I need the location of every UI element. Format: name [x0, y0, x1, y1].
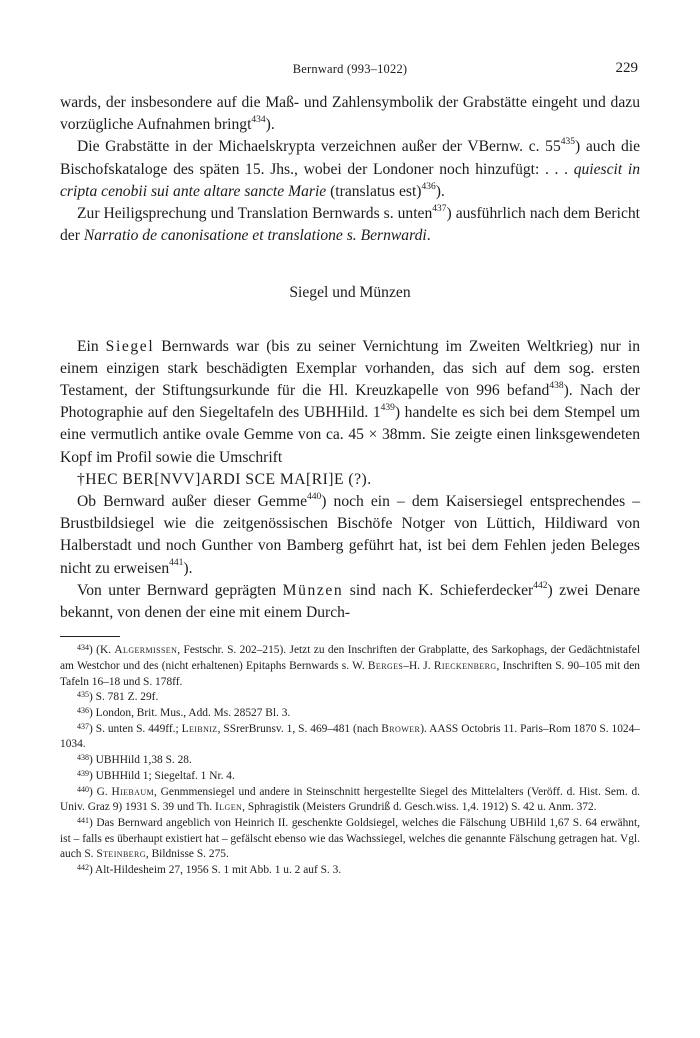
footnote-ref[interactable]: 434: [251, 115, 266, 126]
paragraph: wards, der insbesondere auf die Maß- und Zahlensymbolik der Grabstätte eingeht und dazu vorzügliche Aufnahmen bringt$^{434}$).: [60, 94, 640, 134]
footnote-ref[interactable]: 438: [549, 380, 564, 391]
footnote-439: $^{439}$) UBHHild 1; Siegeltaf. 1 Nr. 4.: [77, 768, 235, 782]
footnote-ref[interactable]: 441: [169, 558, 184, 569]
footnote-divider: [60, 636, 120, 637]
footnote-ref[interactable]: 435: [560, 137, 576, 148]
footnote-ref[interactable]: 440: [307, 491, 322, 502]
paragraph: Zur Heiligsprechung und Translation Bernwards s. unten$^{437}$) ausführlich nach dem Bericht der Narratio de canonisatione et translatione s. Bernwardi.: [60, 203, 640, 245]
footnote-437: $^{437}$) S. unten S. 449ff.; Leibniz, SSrerBrunsv. 1, S. 469–481 (nach Brower). AASS Octobris 11. Paris–Rom 1870 S. 1024–1034.: [60, 721, 640, 751]
footnote-434: $^{434}$) (K. Algermissen, Festschr. S. 202–215). Jetzt zu den Inschriften der Grabplatte, des Sarkophags, der Gedächtnistafel am Westchor und des (nicht erhaltenen) Epitaphs Bernwards s. W. Berges–H. J. Rieckenberg, Inschriften S. 90–105 mit den Tafeln 16–18 und S. 178ff.: [60, 643, 640, 688]
page-header: [60, 60, 640, 80]
footnote-ref[interactable]: 442: [533, 580, 548, 591]
footnote-ref[interactable]: 437: [432, 203, 447, 214]
paragraph: Ob Bernward außer dieser Gemme$^{440}$) noch ein – dem Kaisersiegel entsprechendes – Brustbildsiegel wie die zeitgenössischen Bischöfe Notger von Lüttich, Hildiward von Halberstadt und noch Gunther von Bamberg geführt hat, ist bei dem Fehlen jeden Beleges nicht zu erweisen$^{441}$).: [60, 491, 640, 577]
paragraph: Die Grabstätte in der Michaelskrypta verzeichnen außer der VBernw. c. $55^{435}$) auch die Bischofskataloge des späten 15. Jhs., wobei der Londoner noch hinzufügt: . . . quiescit in cripta cenobii sui ante altare sancte Marie (translatus est)$^{436}$).: [60, 137, 641, 200]
footnote-436: $^{436}$) London, Brit. Mus., Add. Ms. 28527 Bl. 3.: [77, 706, 291, 720]
running-title: Bernward (993–1022): [292, 62, 408, 76]
footnote-ref[interactable]: 439: [380, 403, 395, 414]
paragraph: Von unter Bernward geprägten Münzen sind nach K. Schieferdecker$^{442}$) zwei Denare bekannt, von denen der eine mit einem Durch-: [60, 580, 640, 622]
footnotes: [60, 643, 640, 879]
footnote-438: $^{438}$) UBHHild 1,38 S. 28.: [77, 753, 192, 767]
section-heading: Siegel und Münzen: [289, 284, 411, 302]
main-text: [60, 92, 640, 879]
paragraph: Ein Siegel Bernwards war (bis zu seiner Vernichtung im Zweiten Weltkrieg) nur in einem einzigen stark beschädigten Exemplar vorhanden, das sich auf dem sog. ersten Testament, der Stiftungsurkunde für die Hl. Kreuzkapelle von 996 befand$^{438}$). Nach der Photographie auf den Siegeltafeln des UBHHild. $1^{439}$) handelte es sich bei dem Stempel um eine vermutlich antike ovale Gemme von ca. 45 × 38mm. Sie zeigte einen linksgewendeten Kopf im Profil sowie die Umschrift: [60, 337, 641, 466]
page-number: 229: [615, 60, 638, 76]
footnote-435: $^{435}$) S. 781 Z. 29f.: [77, 690, 159, 704]
footnote-440: $^{440}$) G. Hiebaum, Genmmensiegel und andere in Steinschnitt hergestellte Siegel des Mittelalters (Veröff. d. Hist. Sem. d. Univ. Graz 9) 1931 S. 39 und Th. Ilgen, Sphragistik (Meisters Grundriß d. Gesch.wiss. 1,4. 1912) S. 42 u. Anm. 372.: [60, 784, 641, 814]
footnote-441: $^{441}$) Das Bernward angeblich von Heinrich II. geschenkte Goldsiegel, welches die Fälschung UBHild 1,67 S. 64 erwähnt, ist – falls es überhaupt existiert hat – gefälscht ebenso wie das Wachssiegel, welches die genannte Fälschung getragen hat. Vgl. auch S. Steinberg, Bildnisse S. 275.: [60, 816, 640, 861]
footnote-442: $^{442}$) Alt-Hildesheim 27, 1956 S. 1 mit Abb. 1 u. 2 auf S. 3.: [77, 863, 342, 877]
seal-inscription: †HEC BER[NVV]ARDI SCE MA[RI]E (?).: [77, 470, 372, 488]
footnote-ref[interactable]: 436: [421, 181, 436, 192]
